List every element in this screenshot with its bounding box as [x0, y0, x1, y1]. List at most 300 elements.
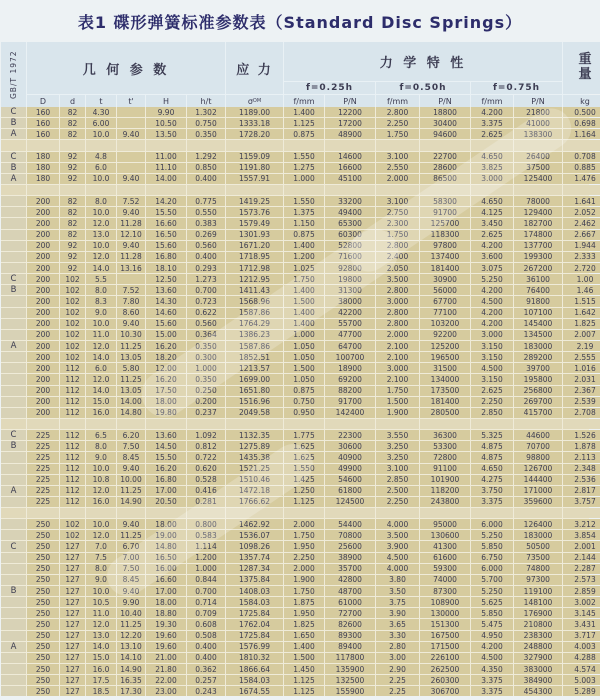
- cell: 4.200: [471, 642, 513, 652]
- cell: 13.05: [117, 352, 145, 362]
- cell: 1212.95: [226, 274, 283, 284]
- cell: 11.28: [117, 252, 145, 262]
- separator-cell: [325, 508, 375, 518]
- cell: 1671.20: [226, 241, 283, 251]
- cell: 8.0: [86, 285, 116, 295]
- cell: 10.5: [86, 597, 116, 607]
- cell: 1.275: [284, 163, 324, 173]
- cell: 1.125: [284, 497, 324, 507]
- cell: 30900: [420, 274, 470, 284]
- cell: 1587.86: [226, 308, 283, 318]
- cell: 1718.95: [226, 252, 283, 262]
- cell: 16.0: [86, 664, 116, 674]
- cell: 0.400: [187, 653, 225, 663]
- cell: 250: [27, 642, 59, 652]
- cell: 2.113: [563, 452, 600, 462]
- cell: 38900: [325, 553, 375, 563]
- group-label: [1, 608, 26, 618]
- cell: 4.288: [563, 653, 600, 663]
- cell: 117800: [325, 653, 375, 663]
- cell: 21800: [514, 107, 562, 117]
- cell: 0.714: [187, 597, 225, 607]
- cell: 59300: [420, 564, 470, 574]
- cell: 15.50: [146, 452, 186, 462]
- cell: 2.031: [563, 374, 600, 384]
- cell: 16.20: [146, 341, 186, 351]
- cell: 15.60: [146, 319, 186, 329]
- cell: 3.375: [471, 675, 513, 685]
- cell: 142400: [325, 408, 375, 418]
- cell: 48700: [325, 586, 375, 596]
- cell: 1728.20: [226, 129, 283, 139]
- cell: 200: [27, 241, 59, 251]
- cell: 5.003: [563, 675, 600, 685]
- group-label: A: [1, 129, 26, 139]
- cell: 7.50: [117, 441, 145, 451]
- cell: 0.875: [284, 230, 324, 240]
- cell: 4.650: [471, 152, 513, 162]
- cell: 14.00: [146, 174, 186, 184]
- cell: 2.750: [376, 207, 419, 217]
- cell: 1766.62: [226, 497, 283, 507]
- group-label: [1, 252, 26, 262]
- cell: 160: [27, 129, 59, 139]
- cell: 225: [27, 441, 59, 451]
- cell: 137400: [420, 252, 470, 262]
- table-body: [1, 107, 596, 696]
- cell: 2.817: [563, 486, 600, 496]
- cell: 102: [60, 530, 85, 540]
- col-D: D: [27, 95, 59, 107]
- cell: 0.698: [563, 118, 600, 128]
- cell: 9.90: [117, 597, 145, 607]
- cell: 38000: [325, 296, 375, 306]
- cell: 3.500: [376, 530, 419, 540]
- cell: 0.250: [187, 386, 225, 396]
- cell: 82: [60, 107, 85, 117]
- cell: 2.539: [563, 397, 600, 407]
- cell: 102: [60, 352, 85, 362]
- cell: 2.800: [376, 319, 419, 329]
- cell: 1.650: [284, 631, 324, 641]
- cell: 3.900: [376, 541, 419, 551]
- cell: 1.950: [284, 541, 324, 551]
- cell: 15.50: [146, 207, 186, 217]
- cell: 1651.80: [226, 386, 283, 396]
- cell: 180: [27, 174, 59, 184]
- cell: 12.0: [86, 252, 116, 262]
- standard-number-vertical-label: GB/T 1972: [1, 42, 26, 107]
- cell: 0.620: [187, 464, 225, 474]
- group-label: [1, 230, 26, 240]
- cell: 0.383: [187, 218, 225, 228]
- cell: 182700: [514, 218, 562, 228]
- cell: 0.350: [187, 129, 225, 139]
- cell: 11.0: [86, 330, 116, 340]
- cell: 1.092: [187, 430, 225, 440]
- cell: 14.0: [86, 352, 116, 362]
- cell: 4.500: [376, 553, 419, 563]
- cell: 5.850: [471, 541, 513, 551]
- cell: 127: [60, 686, 85, 696]
- cell: 20.50: [146, 497, 186, 507]
- group-label: [1, 363, 26, 373]
- cell: 2.287: [563, 564, 600, 574]
- cell: 1098.26: [226, 541, 283, 551]
- col-kg: kg: [563, 95, 600, 107]
- cell: 4.950: [471, 631, 513, 641]
- cell: 13.50: [146, 129, 186, 139]
- cell: 1.125: [284, 675, 324, 685]
- cell: 82: [60, 129, 85, 139]
- cell: 18.80: [146, 608, 186, 618]
- cell: 125700: [420, 218, 470, 228]
- cell: 19.30: [146, 619, 186, 629]
- cell: 112: [60, 475, 85, 485]
- cell: 91700: [325, 397, 375, 407]
- cell: 0.750: [284, 397, 324, 407]
- separator-cell: [325, 140, 375, 150]
- cell: 14.80: [146, 541, 186, 551]
- cell: 0.350: [187, 374, 225, 384]
- cell: 0.243: [187, 686, 225, 696]
- cell: 0.400: [187, 252, 225, 262]
- cell: 2.850: [471, 408, 513, 418]
- cell: 5.475: [471, 619, 513, 629]
- cell: 17.5: [86, 675, 116, 685]
- cell: 118300: [420, 230, 470, 240]
- cell: 200: [27, 285, 59, 295]
- cell: 1.515: [563, 296, 600, 306]
- cell: 269700: [514, 397, 562, 407]
- cell: 2.348: [563, 464, 600, 474]
- cell: 17.50: [146, 386, 186, 396]
- cell: 1159.09: [226, 152, 283, 162]
- separator-cell: [514, 185, 562, 195]
- cell: 1.625: [284, 441, 324, 451]
- cell: 137700: [514, 241, 562, 251]
- cell: 0.812: [187, 441, 225, 451]
- cell: 18.10: [146, 263, 186, 273]
- cell: 2049.58: [226, 408, 283, 418]
- cell: 3.100: [376, 464, 419, 474]
- cell: 0.362: [187, 664, 225, 674]
- cell: 4.003: [563, 642, 600, 652]
- cell: 10.0: [86, 586, 116, 596]
- cell: 0.709: [187, 608, 225, 618]
- separator-cell: [420, 419, 470, 429]
- cell: 8.60: [117, 308, 145, 318]
- cell: 127: [60, 664, 85, 674]
- cell: 95000: [420, 519, 470, 529]
- cell: 1.641: [563, 196, 600, 206]
- cell: 1.476: [563, 174, 600, 184]
- cell: 19.80: [146, 408, 186, 418]
- group-label: [1, 675, 26, 685]
- cell: 267200: [514, 263, 562, 273]
- cell: 3.431: [563, 619, 600, 629]
- separator-cell: [284, 419, 324, 429]
- cell: 11.0: [86, 608, 116, 618]
- cell: 3.100: [376, 196, 419, 206]
- group-label: [1, 564, 26, 574]
- cell: 250: [27, 541, 59, 551]
- cell: 10.0: [86, 174, 116, 184]
- cell: 14.0: [86, 263, 116, 273]
- cell: 72700: [325, 608, 375, 618]
- cell: 12.00: [146, 363, 186, 373]
- cell: 200: [27, 397, 59, 407]
- cell: 7.50: [117, 564, 145, 574]
- cell: 14.80: [117, 408, 145, 418]
- group-label: C: [1, 430, 26, 440]
- separator-cell: [27, 508, 59, 518]
- cell: 4.574: [563, 664, 600, 674]
- cell: 61800: [325, 486, 375, 496]
- cell: 200: [27, 341, 59, 351]
- cell: 4.650: [471, 196, 513, 206]
- cell: 1213.57: [226, 363, 283, 373]
- cell: 384900: [514, 675, 562, 685]
- cell: 55700: [325, 319, 375, 329]
- cell: 225: [27, 486, 59, 496]
- cell: 1.625: [284, 452, 324, 462]
- cell: 3.002: [563, 597, 600, 607]
- cell: 0.400: [187, 174, 225, 184]
- cell: 11.10: [146, 163, 186, 173]
- cell: 3.375: [471, 497, 513, 507]
- cell: 1.400: [284, 642, 324, 652]
- cell: 0.775: [187, 196, 225, 206]
- col-p-n-3: P/N: [514, 95, 562, 107]
- cell: 225: [27, 475, 59, 485]
- cell: 4.8: [86, 152, 116, 162]
- cell: 0.293: [187, 263, 225, 273]
- cell: 102: [60, 341, 85, 351]
- cell: 16.50: [146, 230, 186, 240]
- cell: 1516.96: [226, 397, 283, 407]
- group-label: [1, 619, 26, 629]
- cell: 0.723: [187, 296, 225, 306]
- cell: 0.237: [187, 408, 225, 418]
- cell: 0.850: [187, 163, 225, 173]
- cell: 82600: [325, 619, 375, 629]
- cell: 180: [27, 163, 59, 173]
- cell: 54600: [325, 475, 375, 485]
- cell: 19.60: [146, 631, 186, 641]
- cell: 4.500: [471, 363, 513, 373]
- cell: 1.016: [563, 363, 600, 373]
- cell: 31300: [325, 285, 375, 295]
- cell: 2.850: [376, 475, 419, 485]
- cell: 5.289: [563, 686, 600, 696]
- cell: 196500: [420, 352, 470, 362]
- cell: 250: [27, 686, 59, 696]
- cell: 12.0: [86, 218, 116, 228]
- cell: 2.800: [376, 241, 419, 251]
- separator-cell: [325, 419, 375, 429]
- cell: 14.20: [146, 196, 186, 206]
- cell: 18.00: [146, 519, 186, 529]
- cell: 0.844: [187, 575, 225, 585]
- cell: 1.950: [284, 608, 324, 618]
- cell: 1132.35: [226, 430, 283, 440]
- cell: 7.5: [86, 553, 116, 563]
- cell: 359600: [514, 497, 562, 507]
- group-label: A: [1, 174, 26, 184]
- cell: 7.0: [86, 541, 116, 551]
- cell: 10.00: [117, 475, 145, 485]
- cell: 101900: [420, 475, 470, 485]
- cell: 0.200: [187, 397, 225, 407]
- cell: 58300: [420, 196, 470, 206]
- cell: 134000: [420, 374, 470, 384]
- cell: 1521.25: [226, 464, 283, 474]
- cell: [117, 152, 145, 162]
- cell: 250: [27, 575, 59, 585]
- cell: 225: [27, 452, 59, 462]
- cell: 2.720: [563, 263, 600, 273]
- cell: 61600: [420, 553, 470, 563]
- separator-cell: [471, 185, 513, 195]
- cell: 73500: [514, 553, 562, 563]
- separator-cell: [284, 140, 324, 150]
- group-label: [1, 664, 26, 674]
- cell: 2.625: [471, 129, 513, 139]
- cell: 250: [27, 586, 59, 596]
- cell: 1579.49: [226, 218, 283, 228]
- cell: 8.0: [86, 196, 116, 206]
- cell: 0.281: [187, 497, 225, 507]
- cell: 12.10: [117, 230, 145, 240]
- cell: 238300: [514, 631, 562, 641]
- col-f-mm-1: f/mm: [284, 95, 324, 107]
- group-label: B: [1, 285, 26, 295]
- cell: 50500: [514, 541, 562, 551]
- cell: 0.350: [187, 341, 225, 351]
- cell: 3.30: [376, 631, 419, 641]
- group-label: [1, 386, 26, 396]
- cell: 225: [27, 430, 59, 440]
- cell: 160: [27, 107, 59, 117]
- cell: 14.10: [117, 653, 145, 663]
- cell: 13.60: [146, 285, 186, 295]
- cell: 92: [60, 163, 85, 173]
- group-label: B: [1, 586, 26, 596]
- col-t: t: [86, 95, 116, 107]
- cell: 47700: [325, 330, 375, 340]
- cell: 200: [27, 230, 59, 240]
- cell: 3.150: [471, 374, 513, 384]
- cell: 1699.00: [226, 374, 283, 384]
- cell: 3.00: [376, 653, 419, 663]
- cell: 1.450: [284, 664, 324, 674]
- cell: 2.050: [376, 263, 419, 273]
- cell: 1.000: [284, 330, 324, 340]
- cell: 181400: [420, 263, 470, 273]
- cell: 4.000: [376, 519, 419, 529]
- cell: 13.0: [86, 230, 116, 240]
- cell: 2.250: [376, 497, 419, 507]
- cell: 160: [27, 118, 59, 128]
- cell: 82: [60, 218, 85, 228]
- cell: 1.642: [563, 308, 600, 318]
- cell: 35700: [325, 564, 375, 574]
- cell: 1.375: [284, 207, 324, 217]
- group-label: [1, 653, 26, 663]
- cell: 125200: [420, 341, 470, 351]
- cell: 3.000: [471, 330, 513, 340]
- cell: 1.050: [284, 352, 324, 362]
- cell: 102: [60, 308, 85, 318]
- group-label: [1, 408, 26, 418]
- group-label: C: [1, 541, 26, 551]
- cell: 31500: [420, 363, 470, 373]
- separator-cell: [514, 508, 562, 518]
- col-p-n-1: P/N: [325, 95, 375, 107]
- cell: 4.200: [471, 285, 513, 295]
- separator-cell: [420, 140, 470, 150]
- cell: 18.00: [146, 597, 186, 607]
- group-label: [1, 631, 26, 641]
- cell: 7.52: [117, 285, 145, 295]
- cell: 92: [60, 241, 85, 251]
- separator-cell: [226, 140, 283, 150]
- cell: 250: [27, 519, 59, 529]
- separator-cell: [376, 185, 419, 195]
- col-t-prime: t': [117, 95, 145, 107]
- cell: 100700: [325, 352, 375, 362]
- cell: 52800: [325, 241, 375, 251]
- group-label: [1, 241, 26, 251]
- cell: 1510.46: [226, 475, 283, 485]
- cell: 195800: [514, 374, 562, 384]
- cell: 61000: [325, 597, 375, 607]
- col-sigma-om: σ OM: [226, 95, 283, 107]
- cell: 6.70: [117, 541, 145, 551]
- cell: 0.364: [187, 330, 225, 340]
- cell: 6.000: [471, 564, 513, 574]
- cell: 4.500: [471, 296, 513, 306]
- separator-cell: [284, 508, 324, 518]
- cell: 15.0: [86, 653, 116, 663]
- separator-cell: [60, 419, 85, 429]
- group-label: B: [1, 163, 26, 173]
- cell: 16.0: [86, 497, 116, 507]
- group-label: [1, 263, 26, 273]
- cell: 1435.38: [226, 452, 283, 462]
- cell: 1.46: [563, 285, 600, 295]
- cell: 1411.43: [226, 285, 283, 295]
- cell: 127: [60, 608, 85, 618]
- cell: 1576.99: [226, 642, 283, 652]
- separator-cell: [563, 419, 600, 429]
- cell: 225: [27, 464, 59, 474]
- cell: 200: [27, 374, 59, 384]
- cell: 1.750: [284, 586, 324, 596]
- cell: 10.0: [86, 129, 116, 139]
- cell: 171000: [514, 486, 562, 496]
- cell: 33200: [325, 196, 375, 206]
- cell: 200: [27, 274, 59, 284]
- cell: 14.0: [86, 642, 116, 652]
- cell: 200: [27, 363, 59, 373]
- cell: 97300: [514, 575, 562, 585]
- group-label: [1, 308, 26, 318]
- cell: 1.114: [187, 541, 225, 551]
- header-group-weight: [563, 42, 600, 94]
- cell: 174800: [514, 230, 562, 240]
